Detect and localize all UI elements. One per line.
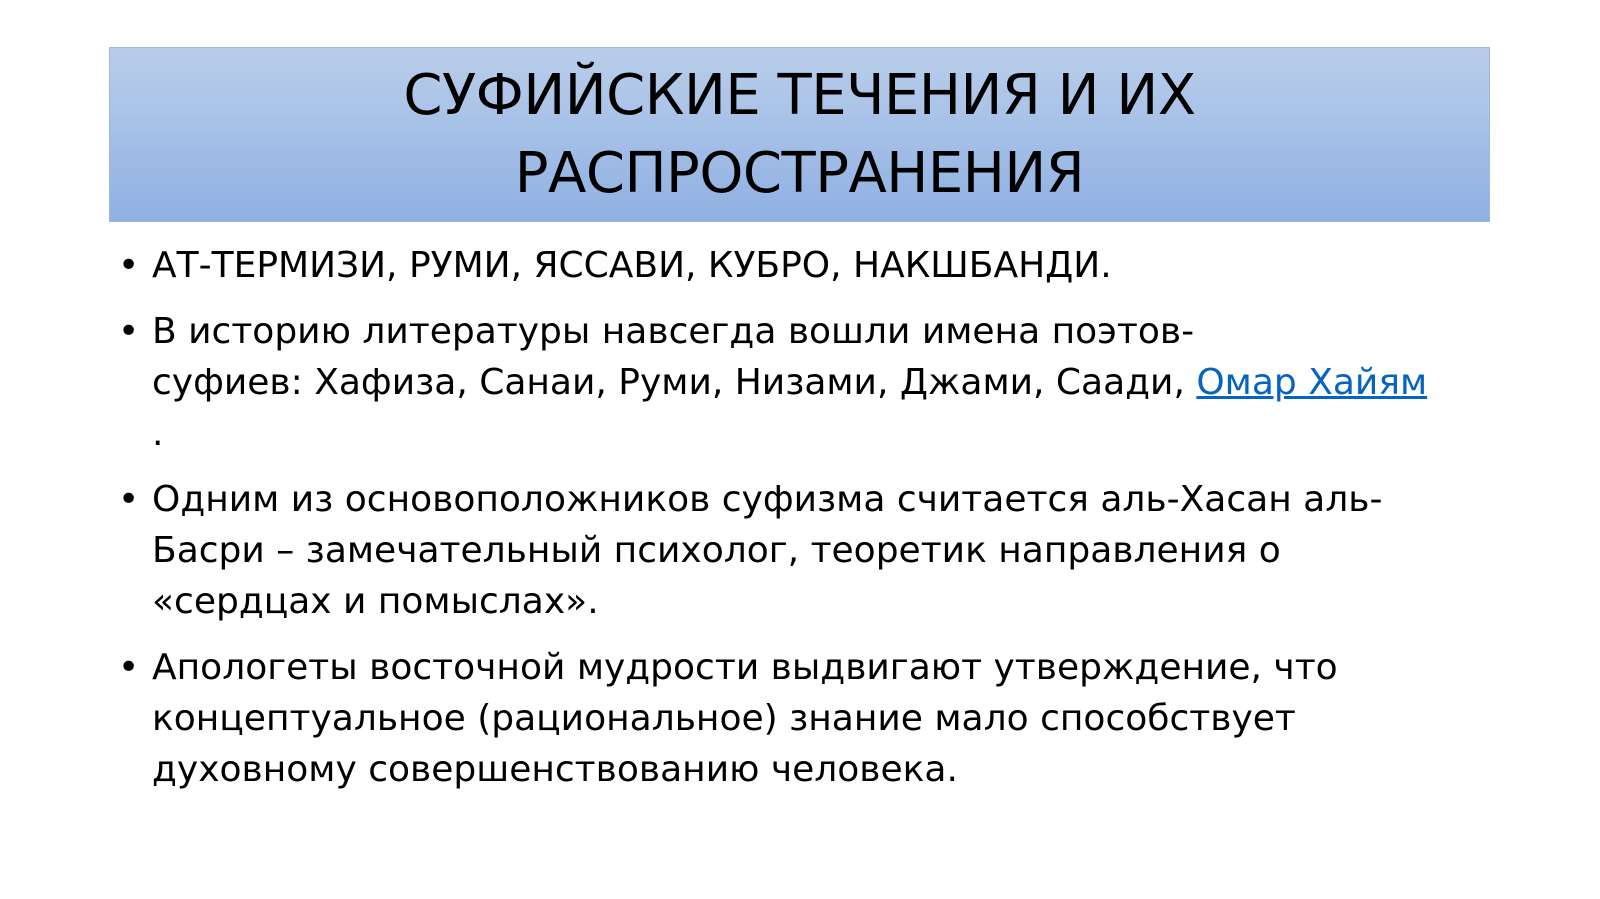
title-line-1: СУФИЙСКИЕ ТЕЧЕНИЯ И ИХ [403,62,1196,128]
bullet-icon: • [118,311,140,352]
bullet-item-poets [118,306,1478,459]
bullet-icon: • [118,245,140,286]
poets-list-text: суфиев: Хафиза, Санаи, Руми, Низами, Джами, Саади, [152,362,1197,403]
title-banner [109,47,1490,222]
bullet-text-line-2: концептуальное (рациональное) знание мало способствует [152,698,1296,739]
bullet-icon: • [118,479,140,520]
bullet-text-line-3: духовному совершенствованию человека. [152,749,958,790]
bullet-text-line-1: В историю литературы навсегда вошли имена поэтов- [152,311,1195,352]
omar-khayyam-link[interactable]: Омар Хайям [1196,362,1428,403]
bullet-item-founder [118,474,1478,627]
bullet-text-line-1: Апологеты восточной мудрости выдвигают утверждение, что [152,647,1338,688]
bullet-icon: • [118,647,140,688]
bullet-text-line-3: «сердцах и помыслах». [152,581,599,622]
bullet-text: АТ-ТЕРМИЗИ, РУМИ, ЯССАВИ, КУБРО, НАКШБАНДИ. [152,245,1112,286]
bullet-text-line-2 [152,357,1478,408]
title-line-2: РАСПРОСТРАНЕНИЯ [514,140,1085,206]
bullet-item-apologists [118,642,1478,795]
bullet-list [118,240,1478,810]
slide-title [403,57,1195,213]
bullet-text-line-3: . [152,413,164,454]
bullet-item-sufi-orders [118,240,1478,291]
bullet-text-line-2: Басри – замечательный психолог, теоретик направления о [152,530,1281,571]
bullet-text-line-1: Одним из основоположников суфизма считается аль-Хасан аль- [152,479,1383,520]
